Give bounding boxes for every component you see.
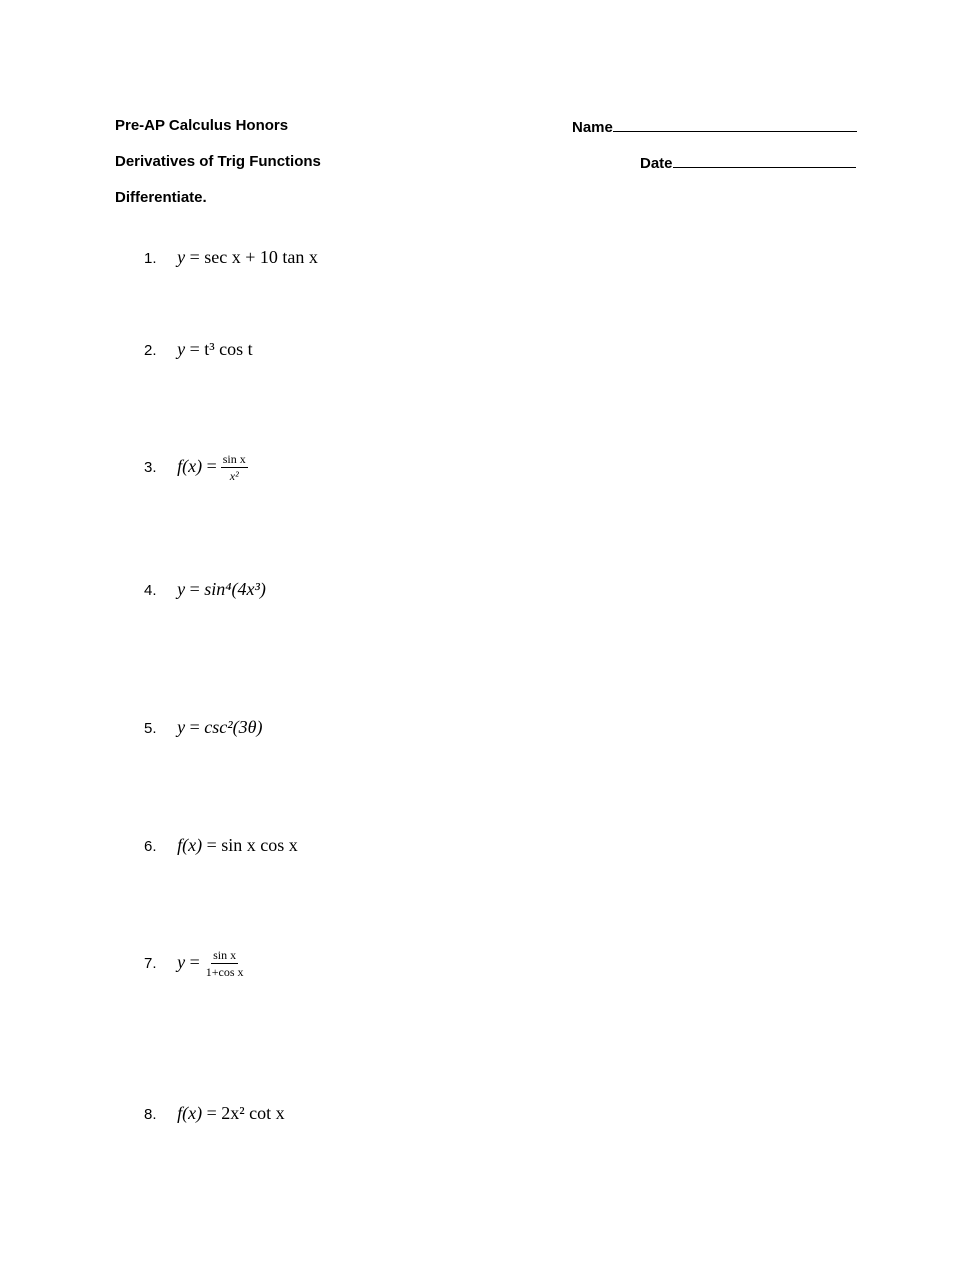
problem-lhs: f(x) <box>177 835 203 855</box>
problem-number: 2. <box>144 342 157 359</box>
name-field[interactable] <box>572 117 857 137</box>
problem-7: 7. y = $\frac{\text{sin x}}{\text{1+cos x}}$ <box>144 948 244 979</box>
date-field[interactable] <box>640 153 856 173</box>
problem-lhs: f(x) <box>177 456 203 476</box>
fraction-numerator: sin x <box>213 948 237 962</box>
problem-lhs: y <box>177 579 186 599</box>
problem-lhs: y <box>177 952 186 972</box>
problem-number: 8. <box>144 1106 157 1123</box>
problem-2: 2. y = t³ cos t <box>144 339 253 359</box>
problem-4: 4. y = sin⁴(4x³) <box>144 579 266 599</box>
problem-5: 5. y = csc²(3θ) <box>144 717 263 737</box>
fraction <box>204 948 246 979</box>
problem-lhs: y <box>177 717 186 737</box>
problem-number: 5. <box>144 720 157 737</box>
problem-number: 3. <box>144 459 157 476</box>
problem-expression: sin⁴(4x³) <box>204 579 266 599</box>
problem-number: 7. <box>144 955 157 972</box>
problem-6: 6. f(x) = sin x cos x <box>144 835 298 855</box>
problem-8: 8. f(x) = 2x² cot x <box>144 1103 285 1123</box>
fraction <box>221 452 248 483</box>
date-blank-line[interactable] <box>673 153 856 168</box>
problem-number: 1. <box>144 250 157 267</box>
date-label: Date <box>640 155 673 172</box>
instruction-text: Differentiate. <box>115 189 207 206</box>
problem-lhs: f(x) <box>177 1103 203 1123</box>
problem-3: 3. f(x) = $\frac{\text{sin x}}{\text{x²}}$ <box>144 452 246 483</box>
problem-1: 1. y = sec x + 10 tan x <box>144 247 318 267</box>
problem-expression: sin x cos x <box>221 835 298 855</box>
problem-number: 4. <box>144 582 157 599</box>
fraction-numerator: sin x <box>222 452 246 466</box>
fraction-denominator: 1+cos x <box>205 965 244 979</box>
problem-number: 6. <box>144 838 157 855</box>
worksheet-topic: Derivatives of Trig Functions <box>115 153 321 170</box>
problem-lhs: y <box>177 247 186 267</box>
name-blank-line[interactable] <box>613 117 857 132</box>
course-title: Pre-AP Calculus Honors <box>115 117 289 134</box>
problem-lhs: y <box>177 339 186 359</box>
fraction-denominator: x² <box>229 469 239 483</box>
problem-expression: csc²(3θ) <box>204 717 263 737</box>
name-label: Name <box>572 119 613 136</box>
problem-expression: sec x + 10 tan x <box>204 247 318 267</box>
problem-expression: 2x² cot x <box>221 1103 285 1123</box>
problem-expression: t³ cos t <box>204 339 253 359</box>
